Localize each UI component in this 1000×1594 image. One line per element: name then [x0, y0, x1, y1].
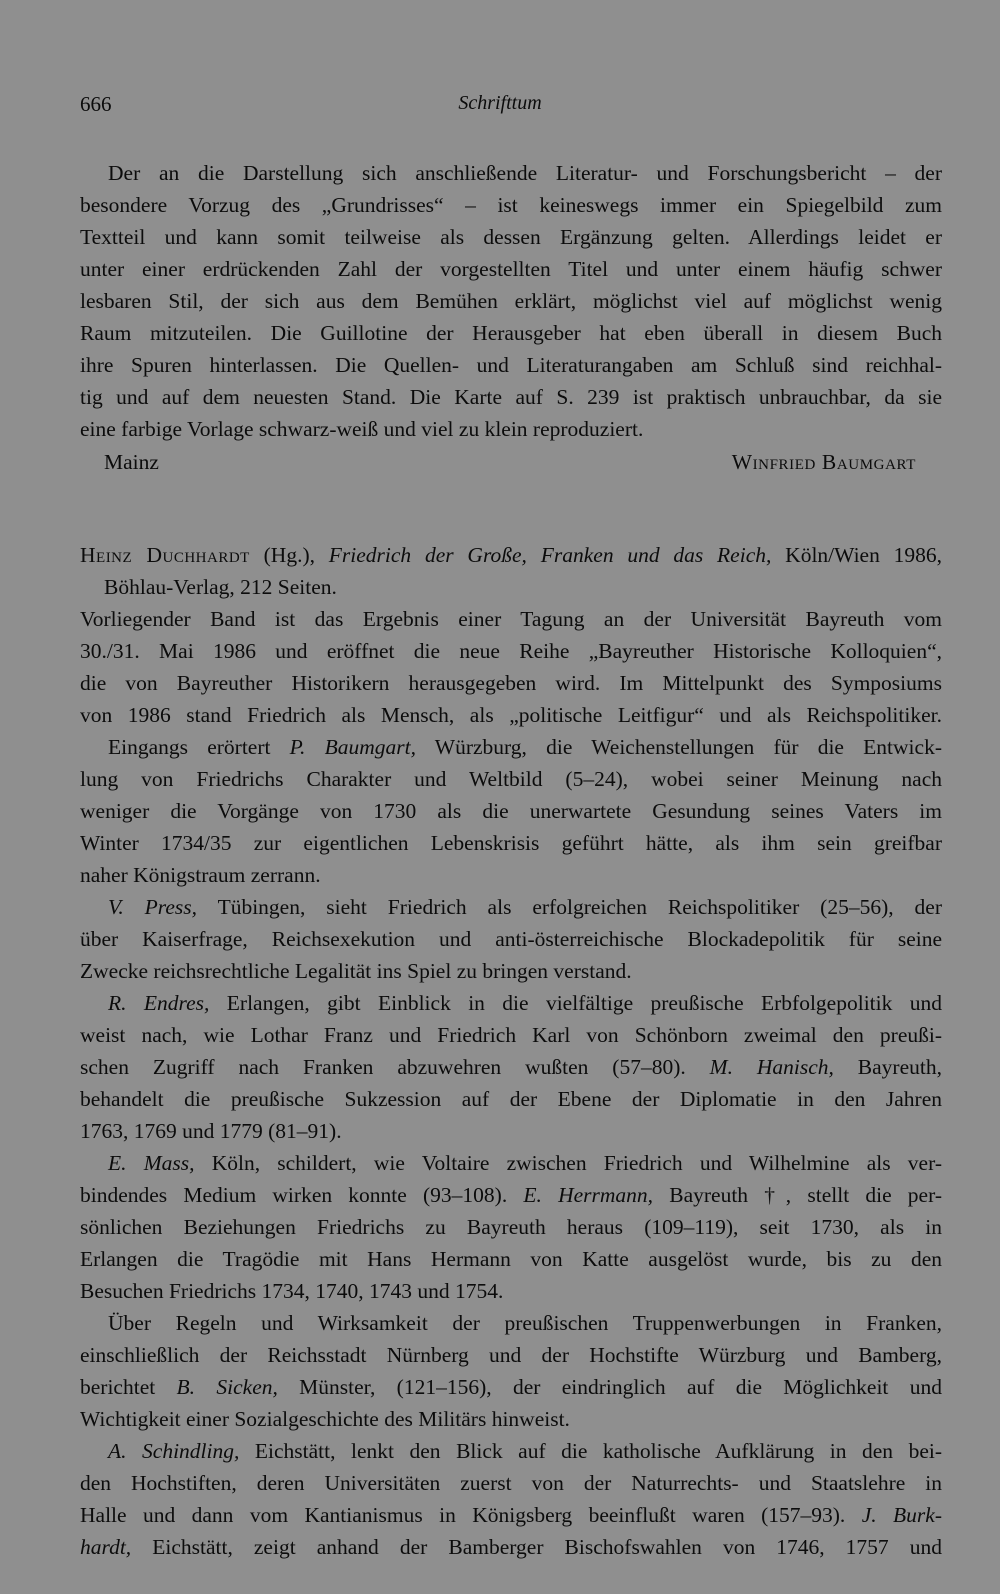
text-line: E. Mass, Köln, schildert, wie Voltaire zwischen Friedrich und Wilhelmine als ver- [108, 1151, 942, 1175]
author-reference: P. Baumgart, [289, 735, 416, 759]
text-line: Über Regeln und Wirksamkeit der preußischen Truppenwerbungen in Franken, [108, 1311, 942, 1335]
text-line: den Hochstiften, deren Universitäten zuerst von der Naturrechts- und Staatslehre in [80, 1471, 942, 1495]
author-reference: E. Herrmann, [523, 1183, 654, 1207]
text-line: Winter 1734/35 zur eigentlichen Lebenskrisis geführt hätte, als ihm sein greifbar [80, 831, 942, 855]
text-line: schen Zugriff nach Franken abzuwehren wußten (57–80). M. Hanisch, Bayreuth, [80, 1055, 942, 1079]
author-reference: hardt, [80, 1535, 132, 1559]
author-reference: E. Mass, [108, 1151, 195, 1175]
text-line: weist nach, wie Lothar Franz und Friedrich Karl von Schönborn zweimal den preußi- [80, 1023, 942, 1047]
text-line: eine farbige Vorlage schwarz-weiß und viel zu klein reproduziert. [80, 417, 644, 441]
text-line: Erlangen die Tragödie mit Hans Hermann von Katte ausgelöst wurde, bis zu den [80, 1247, 942, 1271]
text-line: behandelt die preußische Sukzession auf der Ebene der Diplomatie in den Jahren [80, 1087, 942, 1111]
book-publisher: Böhlau-Verlag, 212 Seiten. [104, 575, 337, 599]
text-line: hardt, Eichstätt, zeigt anhand der Bamberger Bischofswahlen von 1746, 1757 und [80, 1535, 942, 1559]
text-line: Eingangs erörtert P. Baumgart, Würzburg, die Weichenstellungen für die Entwick- [108, 735, 942, 759]
review-place: Mainz [104, 450, 159, 474]
text-line: 30./31. Mai 1986 und eröffnet die neue Reihe „Bayreuther Historische Kolloquien“, [80, 639, 942, 663]
text-line: von 1986 stand Friedrich als Mensch, als „politische Leitfigur“ und als Reichspolitiker. [80, 703, 942, 727]
text-line: berichtet B. Sicken, Münster, (121–156), der eindringlich auf die Möglichkeit und [80, 1375, 942, 1399]
text-line: einschließlich der Reichsstadt Nürnberg und der Hochstifte Würzburg und Bamberg, [80, 1343, 942, 1367]
text-line: bindendes Medium wirken konnte (93–108). E. Herrmann, Bayreuth †, stellt die per- [80, 1183, 942, 1207]
author-reference: J. Burk- [861, 1503, 942, 1527]
text-line: die von Bayreuther Historikern herausgegeben wird. Im Mittelpunkt des Symposiums [80, 671, 942, 695]
text-line: Zwecke reichsrechtliche Legalität ins Spiel zu bringen verstand. [80, 959, 632, 983]
reviewer-name: Winfried Baumgart [731, 450, 916, 474]
text-line: tig und auf dem neuesten Stand. Die Karte auf S. 239 ist praktisch unbrauchbar, da sie [80, 385, 942, 409]
text-line: Halle und dann vom Kantianismus in Königsberg beeinflußt waren (157–93). J. Burk- [80, 1503, 942, 1527]
page-number: 666 [80, 92, 112, 116]
text-line: R. Endres, Erlangen, gibt Einblick in die vielfältige preußische Erbfolgepolitik und [108, 991, 943, 1015]
text-line: über Kaiserfrage, Reichsexekution und anti-österreichische Blockadepolitik für seine [80, 927, 942, 951]
citation-line: Heinz Duchhardt (Hg.), Friedrich der Große, Franken und das Reich, Köln/Wien 1986, [80, 543, 943, 567]
text-line: sönlichen Beziehungen Friedrichs zu Bayreuth heraus (109–119), seit 1730, als in [80, 1215, 942, 1239]
text-line: ihre Spuren hinterlassen. Die Quellen- und Literaturangaben am Schluß sind reichhal- [80, 353, 942, 377]
text-line: naher Königstraum zerrann. [80, 863, 321, 887]
author-reference: V. Press, [108, 895, 198, 919]
text-line: lung von Friedrichs Charakter und Weltbild (5–24), wobei seiner Meinung nach [80, 767, 942, 791]
text-line: unter einer erdrückenden Zahl der vorgestellten Titel und unter einem häufig schwer [80, 257, 942, 281]
text-line: besondere Vorzug des „Grundrisses“ – ist keineswegs immer ein Spiegelbild zum [80, 193, 942, 217]
author-reference: M. Hanisch, [709, 1055, 834, 1079]
text-line: V. Press, Tübingen, sieht Friedrich als erfolgreichen Reichspolitiker (25–56), der [108, 895, 943, 919]
book-editor: Heinz Duchhardt [80, 543, 250, 567]
text-line: 1763, 1769 und 1779 (81–91). [80, 1119, 342, 1143]
author-reference: A. Schindling, [108, 1439, 240, 1463]
text-line: weniger die Vorgänge von 1730 als die unerwartete Gesundung seines Vaters im [80, 799, 942, 823]
text-line: Textteil und kann somit teilweise als dessen Ergänzung gelten. Allerdings leidet er [80, 225, 942, 249]
author-reference: B. Sicken, [176, 1375, 278, 1399]
book-place-year: Köln/Wien 1986, [771, 543, 943, 567]
text-line: Besuchen Friedrichs 1734, 1740, 1743 und 1754. [80, 1279, 504, 1303]
text-line: A. Schindling, Eichstätt, lenkt den Blick auf die katholische Aufklärung in den bei- [108, 1439, 943, 1463]
text-line: lesbaren Stil, der sich aus dem Bemühen erklärt, möglichst viel auf möglichst wenig [80, 289, 942, 313]
book-title: Friedrich der Große, Franken und das Reich, [328, 543, 772, 567]
text-line: Der an die Darstellung sich anschließende Literatur- und Forschungsbericht – der [108, 161, 942, 185]
text-line: Wichtigkeit einer Sozialgeschichte des Militärs hinweist. [80, 1407, 570, 1431]
text-line: Vorliegender Band ist das Ergebnis einer Tagung an der Universität Bayreuth vom [80, 607, 942, 631]
text-line: Raum mitzuteilen. Die Guillotine der Herausgeber hat eben überall in diesem Buch [80, 321, 942, 345]
running-title: Schrifttum [458, 92, 542, 114]
author-reference: R. Endres, [108, 991, 210, 1015]
